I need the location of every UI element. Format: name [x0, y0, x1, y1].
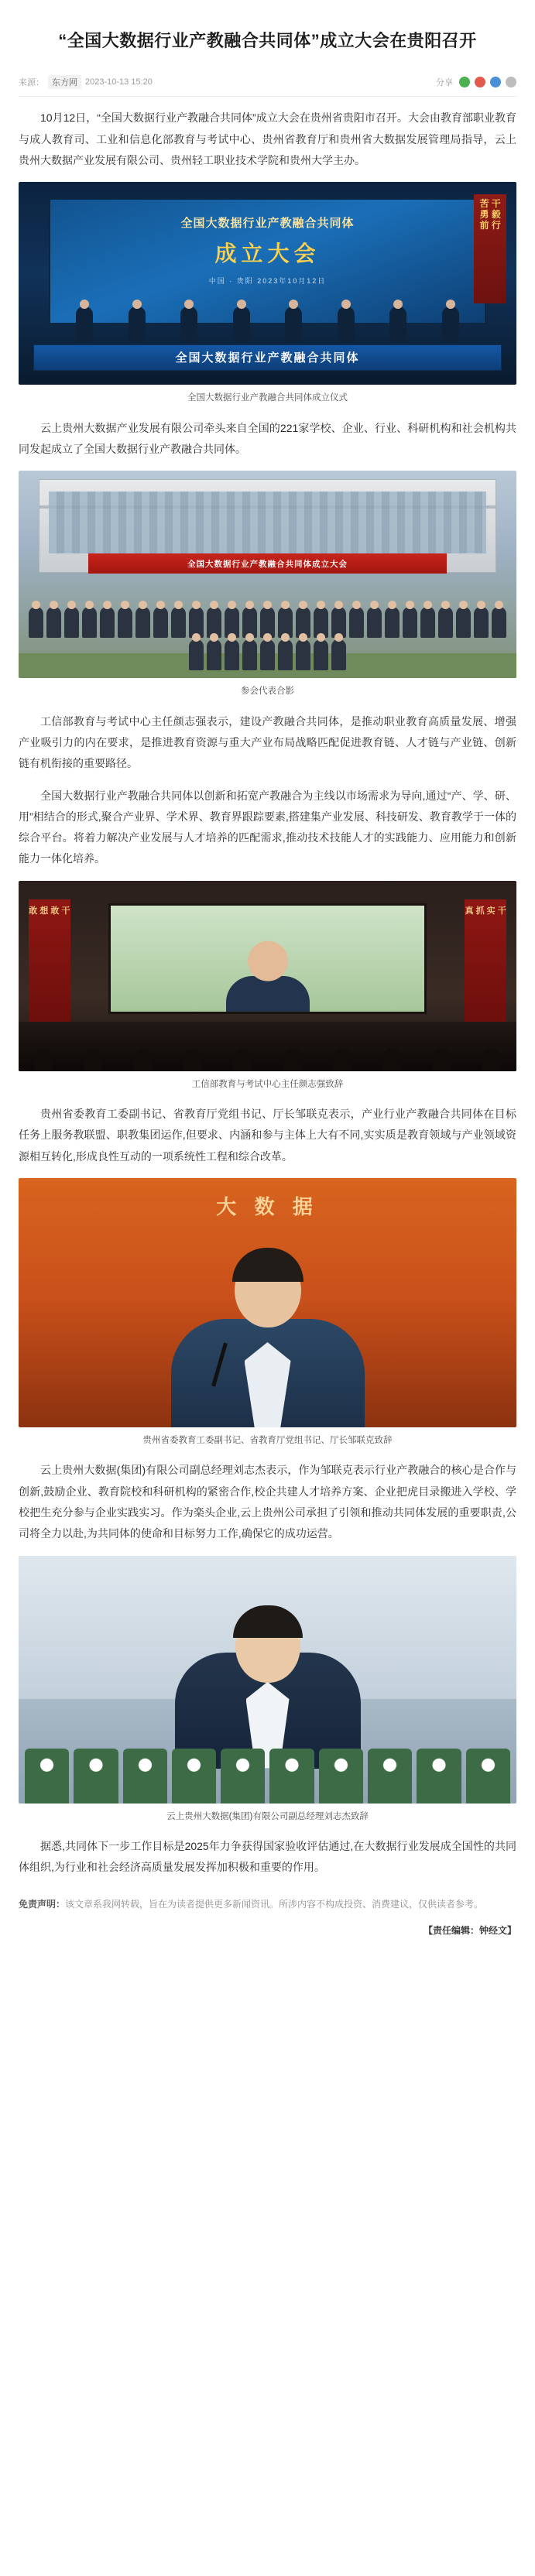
disclaimer-text: 该文章系我网转载，旨在为读者提供更多新闻资讯。所涉内容不构成投资、消费建议，仅供读者参考。	[65, 1898, 484, 1910]
speaker-face	[248, 940, 288, 981]
group-crowd	[19, 574, 516, 670]
page-title: “全国大数据行业产教融合共同体”成立大会在贵阳召开	[58, 30, 477, 50]
figure-ceremony	[19, 182, 516, 405]
photo-speaker-flowers	[19, 1556, 516, 1804]
stage-side-scroll: 苦 干 勇 毅 前 行	[474, 194, 506, 303]
speaker-hair	[232, 1248, 304, 1282]
stage-front-banner: 全国大数据行业产教融合共同体	[33, 344, 501, 371]
figure-speaker-orange	[19, 1178, 516, 1447]
stage-people	[58, 300, 476, 342]
group-red-banner: 全国大数据行业产教融合共同体成立大会	[88, 553, 447, 574]
flower-arrangement	[19, 1749, 516, 1803]
photo-speaker-on-screen	[19, 881, 516, 1071]
source-label: 来源：	[19, 78, 44, 88]
figure-speaker-flowers	[19, 1556, 516, 1824]
caption-1: 全国大数据行业产教融合共同体成立仪式	[187, 393, 348, 403]
screen-line-3: 中国 · 贵阳 2023年10月12日	[208, 277, 327, 286]
figure-group-photo	[19, 471, 516, 698]
share-area	[436, 76, 516, 88]
paragraph-2: 云上贵州大数据产业发展有限公司牵头来自全国的221家学校、企业、行业、科研机构和社会机构共同发起成立了全国大数据行业产教融合共同体。	[19, 421, 516, 455]
figure-speaker-screen	[19, 881, 516, 1091]
wechat-icon[interactable]	[459, 77, 470, 87]
more-icon[interactable]	[506, 77, 516, 87]
paragraph-3: 工信部教育与考试中心主任颜志强表示，建设产教融合共同体，是推动职业教育高质量发展、增强产业吸引力的内在要求，是推进教育资源与重大产业布局战略匹配促进教育链、人才链与产业链、创新链有机衔接的重要路径。	[19, 714, 516, 770]
couplet-left: 敢 想 敢 干	[29, 899, 70, 1025]
photo-ceremony-stage	[19, 182, 516, 385]
screen-line-2: 成立大会	[214, 241, 321, 265]
disclaimer	[19, 1896, 516, 1913]
projection-screen	[108, 903, 427, 1014]
building-glass	[49, 492, 487, 553]
share-icons	[459, 77, 516, 87]
paragraph-4: 全国大数据行业产教融合共同体以创新和拓宽产教融合为主线以市场需求为导向,通过“产、学、研、用”相结合的形式,聚合产业界、学术界、教育界跟踪要素,搭建集产业发展、科技研发、教育教学于一体的综合平台。将着力解决产业发展与人才培养的匹配需求,推动技术技能人才的实践能力、应用能力和创新能力一体化培养。	[19, 789, 516, 865]
caption-4: 贵州省委教育工委副书记、省教育厅党组书记、厅长邹联克致辞	[142, 1435, 393, 1445]
audience-silhouettes	[19, 1022, 516, 1071]
source-name[interactable]: 东方网	[48, 75, 81, 89]
paragraph-1: 10月12日，“全国大数据行业产教融合共同体”成立大会在贵州省贵阳市召开。大会由教育部职业教育与成人教育司、工业和信息化部教育与考试中心、贵州省教育厅和贵州省大数据发展管理局指导，云上贵州大数据产业发展有限公司、贵州轻工职业技术学院和贵州大学主办。	[19, 111, 516, 166]
meta-left	[19, 75, 436, 89]
article-meta-bar	[19, 75, 516, 97]
weibo-icon[interactable]	[475, 77, 485, 87]
couplet-right: 真 抓 实 干	[465, 899, 506, 1025]
paragraph-closing: 据悉,共同体下一步工作目标是2025年力争获得国家验收评估通过,在大数据行业发展成全国性的共同体组织,为行业和社会经济高质量发展发挥加积极和重要的作用。	[19, 1839, 516, 1874]
screen-line-1: 全国大数据行业产教融合共同体	[180, 217, 355, 231]
caption-2: 参会代表合影	[241, 687, 294, 697]
paragraph-6: 云上贵州大数据(集团)有限公司副总经理刘志杰表示，作为邹联克表示行业产教融合的核心是合作与创新,鼓励企业、教育院校和科研机构的紧密合作,校企共建人才培养方案、企业把虎目录搬进入学校、学校把生充分参与企业实践实习。作为楽头企业,云上贵州公司承担了引领和推动共同体发展的重要职责,公司将全力以赴,为共同体的使命和目标努力工作,确保它的成功运营。	[19, 1464, 516, 1540]
photo-group	[19, 471, 516, 678]
qq-icon[interactable]	[490, 77, 501, 87]
caption-3: 工信部教育与考试中心主任颜志强致辞	[191, 1079, 344, 1089]
speaker-torso	[226, 976, 310, 1012]
disclaimer-label: 免责声明：	[19, 1898, 66, 1910]
caption-5: 云上贵州大数据(集团)有限公司副总经理刘志杰致辞	[166, 1811, 369, 1821]
share-label: 分享	[436, 78, 453, 88]
paragraph-5: 贵州省委教育工委副书记、省教育厅党组书记、厅长邹联克表示，产业行业产教融合共同体在目标任务上服务教联盟、职教集团运作,但要求、内涵和参与主体上大有不同,实实质是教育领域与产业领域资源相互转化,形成良性互动的一项系统性工程和综合改革。	[19, 1108, 516, 1163]
editor-credit: 【责任编辑：钟经文】	[423, 1924, 516, 1936]
photo-speaker-podium	[19, 1178, 516, 1427]
article-page	[0, 12, 535, 1952]
backdrop-text: 大 数 据	[216, 1195, 319, 1219]
publish-date: 2023-10-13 15:20	[85, 77, 153, 87]
